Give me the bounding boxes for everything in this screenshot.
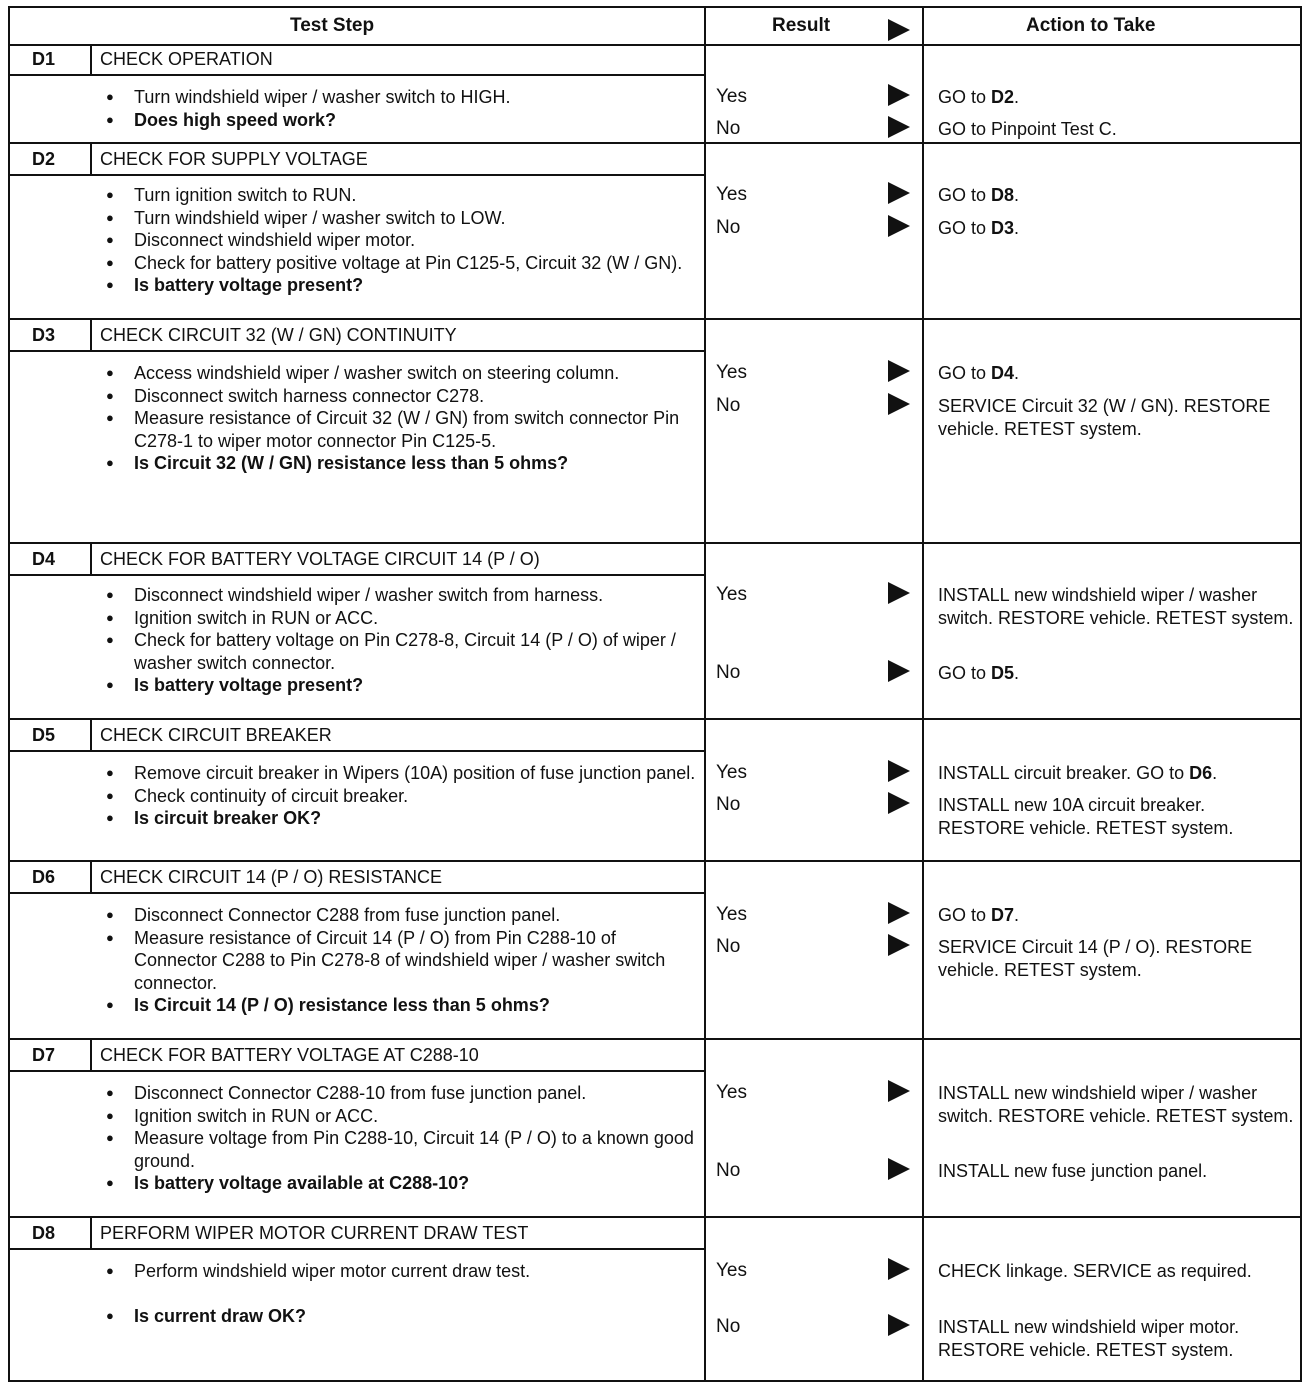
step-item: ● Check for battery positive voltage at Pin C125-5, Circuit 32 (W / GN).	[106, 252, 702, 275]
section-title: CHECK FOR SUPPLY VOLTAGE	[100, 149, 368, 169]
arrow-icon	[888, 182, 910, 209]
section-title: CHECK CIRCUIT 32 (W / GN) CONTINUITY	[100, 325, 457, 345]
result-yes: Yes	[716, 362, 747, 383]
section-title-row	[10, 720, 704, 752]
section-id: D1	[10, 44, 92, 74]
section-title-row	[10, 44, 704, 76]
arrow-icon	[888, 660, 910, 687]
step-item: ● Ignition switch in RUN or ACC.	[106, 607, 702, 630]
step-question: ● Is battery voltage available at C288-10?	[106, 1172, 702, 1195]
step-list	[106, 1082, 702, 1195]
step-list	[106, 904, 702, 1017]
section-id: D5	[10, 720, 92, 750]
section-title-row	[10, 144, 704, 176]
result-no: No	[716, 936, 741, 957]
action-yes: GO to D8.	[938, 185, 1020, 205]
section-title: CHECK CIRCUIT BREAKER	[100, 725, 332, 745]
step-list	[106, 584, 702, 697]
step-question: ● Does high speed work?	[106, 109, 702, 132]
action-yes: INSTALL circuit breaker. GO to D6.	[938, 763, 1218, 783]
section-id: D8	[10, 1218, 92, 1248]
action-no: INSTALL new windshield wiper motor. RESTORE vehicle. RETEST system.	[938, 1317, 1240, 1360]
arrow-icon	[888, 84, 910, 111]
step-question: ● Is current draw OK?	[106, 1305, 702, 1328]
step-question: ● Is circuit breaker OK?	[106, 807, 702, 830]
result-yes: Yes	[716, 1260, 747, 1281]
result-yes: Yes	[716, 762, 747, 783]
action-no: GO to D3.	[938, 218, 1020, 238]
section-id: D2	[10, 144, 92, 174]
step-item: ● Measure voltage from Pin C288-10, Circuit 14 (P / O) to a known good ground.	[106, 1127, 702, 1172]
step-item: ● Access windshield wiper / washer switch on steering column.	[106, 362, 702, 385]
action-yes: GO to D2.	[938, 87, 1020, 107]
header-test-step: Test Step	[290, 15, 375, 36]
action-no: INSTALL new fuse junction panel.	[938, 1161, 1208, 1181]
section-title-row	[10, 320, 704, 352]
section-d8	[10, 1218, 1300, 1380]
result-no: No	[716, 217, 741, 238]
step-list	[106, 1260, 702, 1327]
step-question: ● Is Circuit 14 (P / O) resistance less than 5 ohms?	[106, 994, 702, 1017]
step-item: ● Disconnect windshield wiper motor.	[106, 229, 702, 252]
step-item: ● Measure resistance of Circuit 14 (P / O) from Pin C288-10 of Connector C288 to Pin C278-8 of windshield wiper / washer switch connector.	[106, 927, 702, 995]
section-title: PERFORM WIPER MOTOR CURRENT DRAW TEST	[100, 1223, 529, 1243]
diagnostic-table	[8, 6, 1302, 1382]
action-yes: INSTALL new windshield wiper / washer switch. RESTORE vehicle. RETEST system.	[938, 585, 1294, 628]
step-question: ● Is battery voltage present?	[106, 274, 702, 297]
action-yes: CHECK linkage. SERVICE as required.	[938, 1261, 1252, 1281]
arrow-icon	[888, 393, 910, 420]
section-title-row	[10, 862, 704, 894]
step-item: ● Turn windshield wiper / washer switch to LOW.	[106, 207, 702, 230]
step-item: ● Check for battery voltage on Pin C278-8, Circuit 14 (P / O) of wiper / washer switch connector.	[106, 629, 702, 674]
table-header	[10, 8, 1300, 46]
section-d7	[10, 1040, 1300, 1218]
section-d4	[10, 544, 1300, 720]
arrow-icon	[888, 1258, 910, 1285]
section-title: CHECK OPERATION	[100, 49, 273, 69]
arrow-icon	[888, 116, 910, 143]
step-list	[106, 86, 702, 131]
result-no: No	[716, 1316, 741, 1337]
action-yes: INSTALL new windshield wiper / washer switch. RESTORE vehicle. RETEST system.	[938, 1083, 1294, 1126]
action-no: GO to Pinpoint Test C.	[938, 119, 1117, 139]
step-item: ● Remove circuit breaker in Wipers (10A) position of fuse junction panel.	[106, 762, 702, 785]
step-item: ● Disconnect switch harness connector C278.	[106, 385, 702, 408]
result-yes: Yes	[716, 904, 747, 925]
result-no: No	[716, 1160, 741, 1181]
action-no: INSTALL new 10A circuit breaker. RESTORE vehicle. RETEST system.	[938, 795, 1234, 838]
arrow-icon	[888, 792, 910, 819]
step-item: ● Perform windshield wiper motor current draw test.	[106, 1260, 702, 1283]
step-item: ● Measure resistance of Circuit 32 (W / GN) from switch connector Pin C278-1 to wiper motor connector Pin C125-5.	[106, 407, 702, 452]
section-id: D7	[10, 1040, 92, 1070]
section-d5	[10, 720, 1300, 862]
result-yes: Yes	[716, 184, 747, 205]
arrow-icon	[888, 902, 910, 929]
result-yes: Yes	[716, 86, 747, 107]
action-yes: GO to D7.	[938, 905, 1020, 925]
section-d3	[10, 320, 1300, 544]
arrow-icon	[888, 215, 910, 242]
action-no: SERVICE Circuit 32 (W / GN). RESTORE vehicle. RETEST system.	[938, 396, 1271, 439]
step-item: ● Check continuity of circuit breaker.	[106, 785, 702, 808]
arrow-icon	[888, 1314, 910, 1341]
step-item: ● Disconnect Connector C288 from fuse junction panel.	[106, 904, 702, 927]
section-id: D6	[10, 862, 92, 892]
section-d2	[10, 144, 1300, 320]
action-no: SERVICE Circuit 14 (P / O). RESTORE vehicle. RETEST system.	[938, 937, 1253, 980]
step-item: ● Turn ignition switch to RUN.	[106, 184, 702, 207]
step-list	[106, 184, 702, 297]
step-item: ● Disconnect windshield wiper / washer switch from harness.	[106, 584, 702, 607]
result-no: No	[716, 118, 741, 139]
step-item: ● Ignition switch in RUN or ACC.	[106, 1105, 702, 1128]
header-result: Result	[772, 15, 831, 36]
section-id: D4	[10, 544, 92, 574]
section-title-row	[10, 544, 704, 576]
section-id: D3	[10, 320, 92, 350]
step-item: ● Turn windshield wiper / washer switch to HIGH.	[106, 86, 702, 109]
section-title: CHECK FOR BATTERY VOLTAGE AT C288-10	[100, 1045, 479, 1065]
result-no: No	[716, 794, 741, 815]
section-title-row	[10, 1218, 704, 1250]
step-item: ● Disconnect Connector C288-10 from fuse junction panel.	[106, 1082, 702, 1105]
result-yes: Yes	[716, 584, 747, 605]
step-list	[106, 762, 702, 830]
action-no: GO to D5.	[938, 663, 1020, 683]
action-yes: GO to D4.	[938, 363, 1020, 383]
arrow-icon	[888, 360, 910, 387]
section-d6	[10, 862, 1300, 1040]
section-d1	[10, 44, 1300, 144]
step-list	[106, 362, 702, 475]
section-title: CHECK CIRCUIT 14 (P / O) RESISTANCE	[100, 867, 443, 887]
result-yes: Yes	[716, 1082, 747, 1103]
result-no: No	[716, 662, 741, 683]
arrow-icon	[888, 760, 910, 787]
header-action: Action to Take	[1026, 15, 1156, 36]
step-question: ● Is battery voltage present?	[106, 674, 702, 697]
arrow-icon	[888, 1080, 910, 1107]
section-title-row	[10, 1040, 704, 1072]
result-no: No	[716, 395, 741, 416]
section-title: CHECK FOR BATTERY VOLTAGE CIRCUIT 14 (P / O)	[100, 549, 540, 569]
step-question: ● Is Circuit 32 (W / GN) resistance less than 5 ohms?	[106, 452, 702, 475]
arrow-icon	[888, 934, 910, 961]
arrow-icon	[888, 1158, 910, 1185]
arrow-icon	[888, 582, 910, 609]
